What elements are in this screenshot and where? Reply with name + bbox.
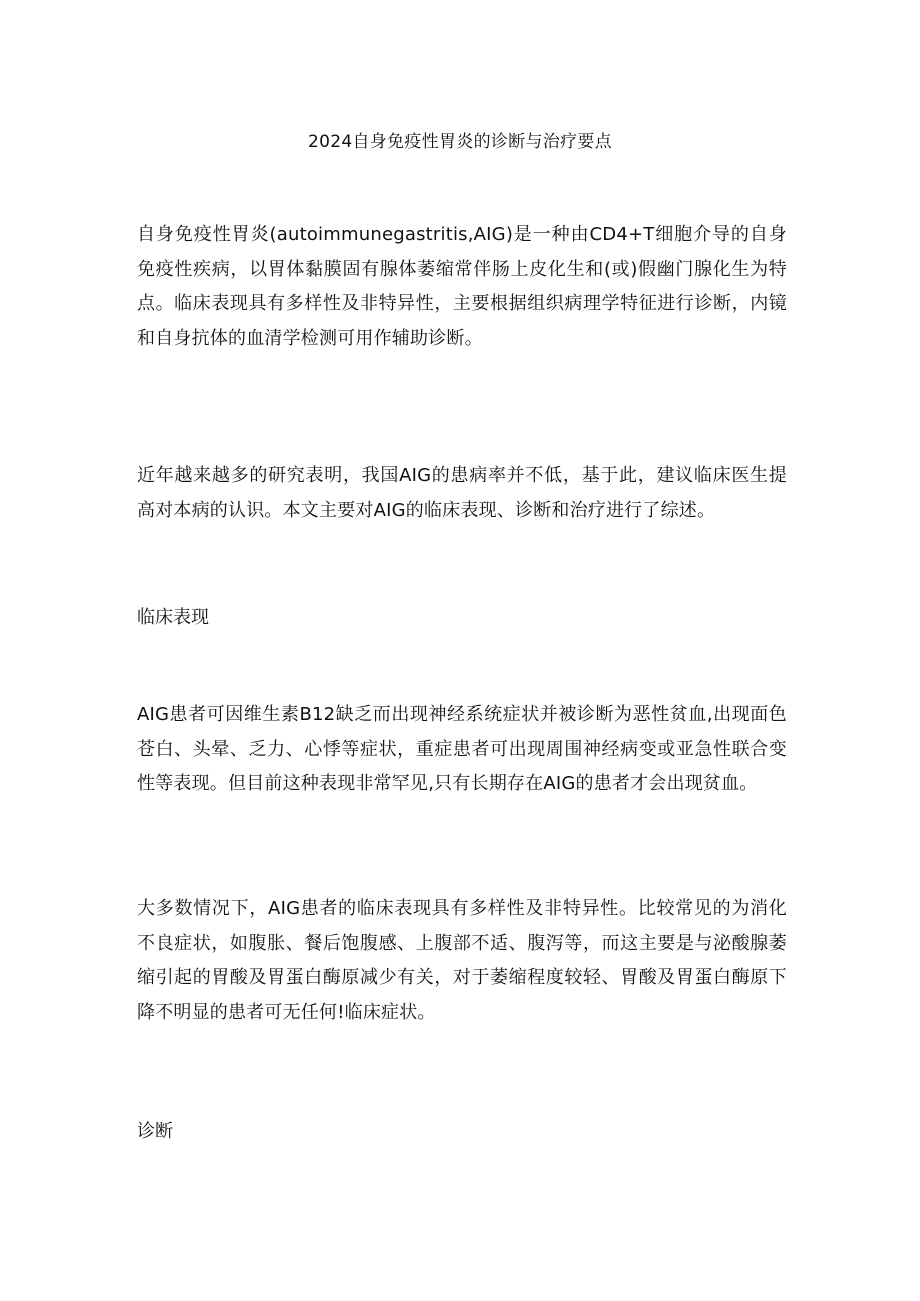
document-title: 2024自身免疫性胃炎的诊断与治疗要点: [308, 132, 612, 152]
intro-paragraph-2: 近年越来越多的研究表明，我国AIG的患病率并不低，基于此，建议临床医生提高对本病的认识。本文主要对AIG的临床表现、诊断和治疗进行了综述。: [137, 465, 787, 521]
clinical-paragraph-2: 大多数情况下，AIG患者的临床表现具有多样性及非特异性。比较常见的为消化不良症状，如腹胀、餐后饱腹感、上腹部不适、腹泻等，而这主要是与泌酸腺萎缩引起的胃酸及胃蛋白酶原减少有关，对于萎缩程度较轻、胃酸及胃蛋白酶原下降不明显的患者可无任何!临床症状。: [137, 898, 787, 1024]
clinical-paragraph-1: AIG患者可因维生素B12缺乏而出现神经系统症状并被诊断为恶性贫血,出现面色苍白、头晕、乏力、心悸等症状，重症患者可出现周围神经病变或亚急性联合变性等表现。但目前这种表现非常罕见,只有长期存在AIG的患者才会出现贫血。: [137, 704, 787, 795]
intro-paragraph-1: 自身免疫性胃炎(autoimmunegastritis,AIG)是一种由CD4+T细胞介导的自身免疫性疾病，以胃体黏膜固有腺体萎缩常伴肠上皮化生和(或)假幽门腺化生为特点。临床表现具有多样性及非特异性，主要根据组织病理学特征进行诊断，内镜和自身抗体的血清学检测可用作辅助诊断。: [137, 224, 787, 350]
section-heading-diagnosis: 诊断: [137, 1121, 173, 1142]
section-heading-clinical: 临床表现: [137, 607, 209, 628]
